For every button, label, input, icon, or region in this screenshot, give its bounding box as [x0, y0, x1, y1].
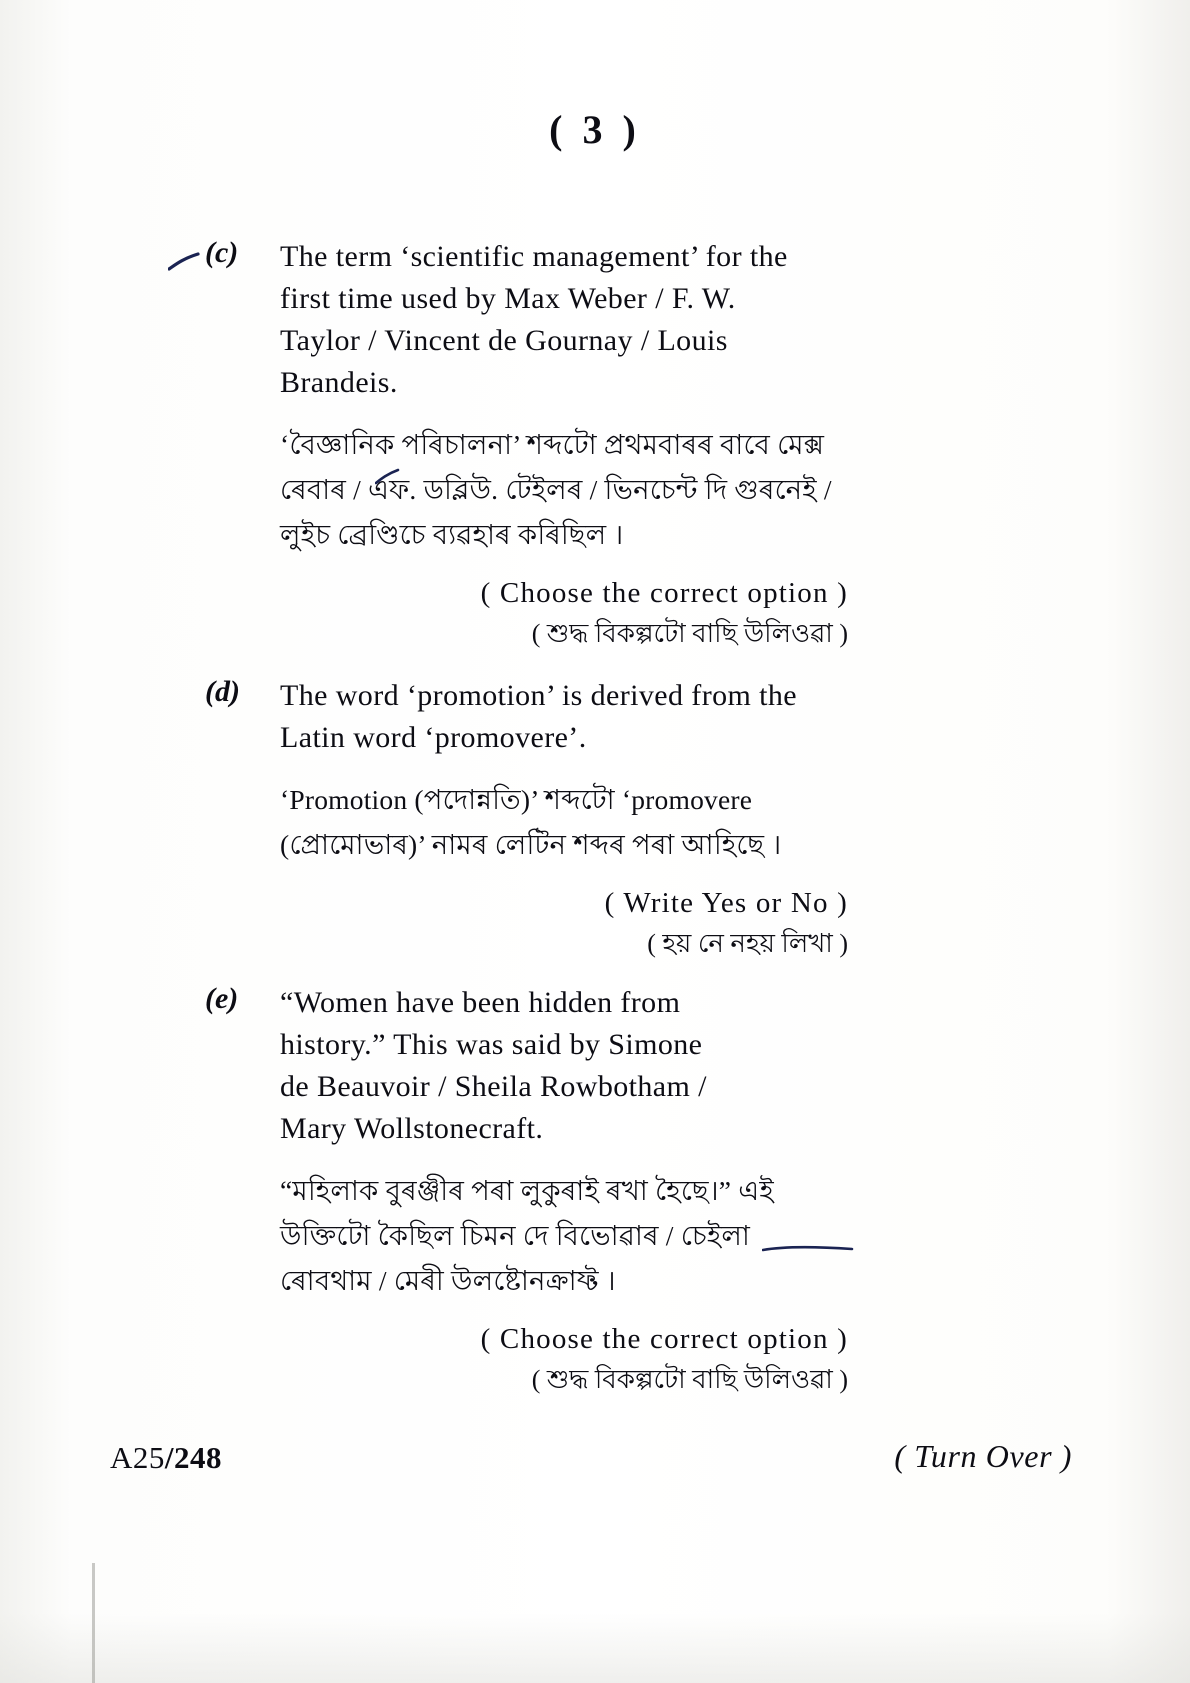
paper-code-prefix: A25	[110, 1440, 165, 1475]
line: উক্তিটো কৈছিল চিমন দে বিভোৱাৰ / চেইলা	[280, 1220, 751, 1251]
question-label-d: (d)	[205, 675, 240, 708]
line: Mary Wollstonecraft.	[280, 1112, 544, 1145]
question-label-c: (c)	[205, 236, 239, 269]
line: ‘Promotion (পদোন্নতি)’ শব্দটো ‘promovere	[280, 784, 753, 815]
question-d-instruction-english: ( Write Yes or No )	[604, 887, 848, 919]
line: de Beauvoir / Sheila Rowbotham /	[280, 1070, 707, 1103]
line: The term ‘scientific management’ for the	[280, 240, 788, 273]
line: Brandeis.	[280, 366, 398, 399]
paper-code-suffix: /248	[164, 1440, 223, 1475]
line: history.” This was said by Simone	[280, 1028, 703, 1061]
question-d-instruction-assamese: ( হয় নে নহয় লিখা )	[647, 929, 848, 958]
question-body-e	[280, 982, 850, 1399]
turn-over-label: ( Turn Over )	[894, 1438, 1072, 1474]
question-e-instruction-english: ( Choose the correct option )	[480, 1323, 848, 1355]
question-d-english	[280, 675, 850, 759]
question-e-instruction-assamese: ( শুদ্ধ বিকল্পটো বাছি উলিওৱা )	[531, 1365, 848, 1394]
line: ‘বৈজ্ঞানিক পৰিচালনা’ শব্দটো প্ৰথমবাৰৰ বাবে মেক্স	[280, 429, 825, 460]
line: ৰেবাৰ / এফ. ডব্লিউ. টেইলৰ / ভিনচেন্ট দি গুৰনেই /	[280, 474, 832, 505]
question-e-assamese	[280, 1168, 850, 1303]
line: “Women have been hidden from	[280, 986, 681, 1019]
line: ৰোবথাম / মেৰী উলষ্টোনক্ৰাফ্ট ।	[280, 1265, 616, 1296]
question-c-instruction-english: ( Choose the correct option )	[480, 577, 848, 609]
question-c-assamese	[280, 422, 850, 557]
question-block-d	[205, 675, 850, 963]
line: “মহিলাক বুৰঞ্জীৰ পৰা লুকুৰাই ৰখা হৈছে।” এই	[280, 1175, 774, 1206]
check-mark-before-c-icon	[168, 252, 202, 272]
paper-code	[110, 1440, 222, 1476]
question-body-d	[280, 675, 850, 963]
question-body-c	[280, 236, 850, 653]
question-c-instruction-assamese: ( শুদ্ধ বিকল্পটো বাছি উলিওৱা )	[531, 619, 848, 648]
page-number: ( 3 )	[549, 107, 641, 152]
line: Latin word ‘promovere’.	[280, 721, 587, 754]
question-block-c	[205, 236, 850, 653]
question-e-english	[280, 982, 850, 1150]
line: first time used by Max Weber / F. W.	[280, 282, 736, 315]
line: Taylor / Vincent de Gournay / Louis	[280, 324, 728, 357]
question-block-e	[205, 982, 850, 1399]
question-c-english	[280, 236, 850, 404]
question-label-e: (e)	[205, 982, 239, 1015]
line: লুইচ ব্ৰেণ্ডিচে ব্যৱহাৰ কৰিছিল ।	[280, 519, 624, 550]
line: (প্ৰোমোভাৰ)’ নামৰ লেটিন শব্দৰ পৰা আহিছে ।	[280, 829, 782, 860]
question-d-assamese	[280, 777, 850, 867]
line: The word ‘promotion’ is derived from the	[280, 679, 797, 712]
